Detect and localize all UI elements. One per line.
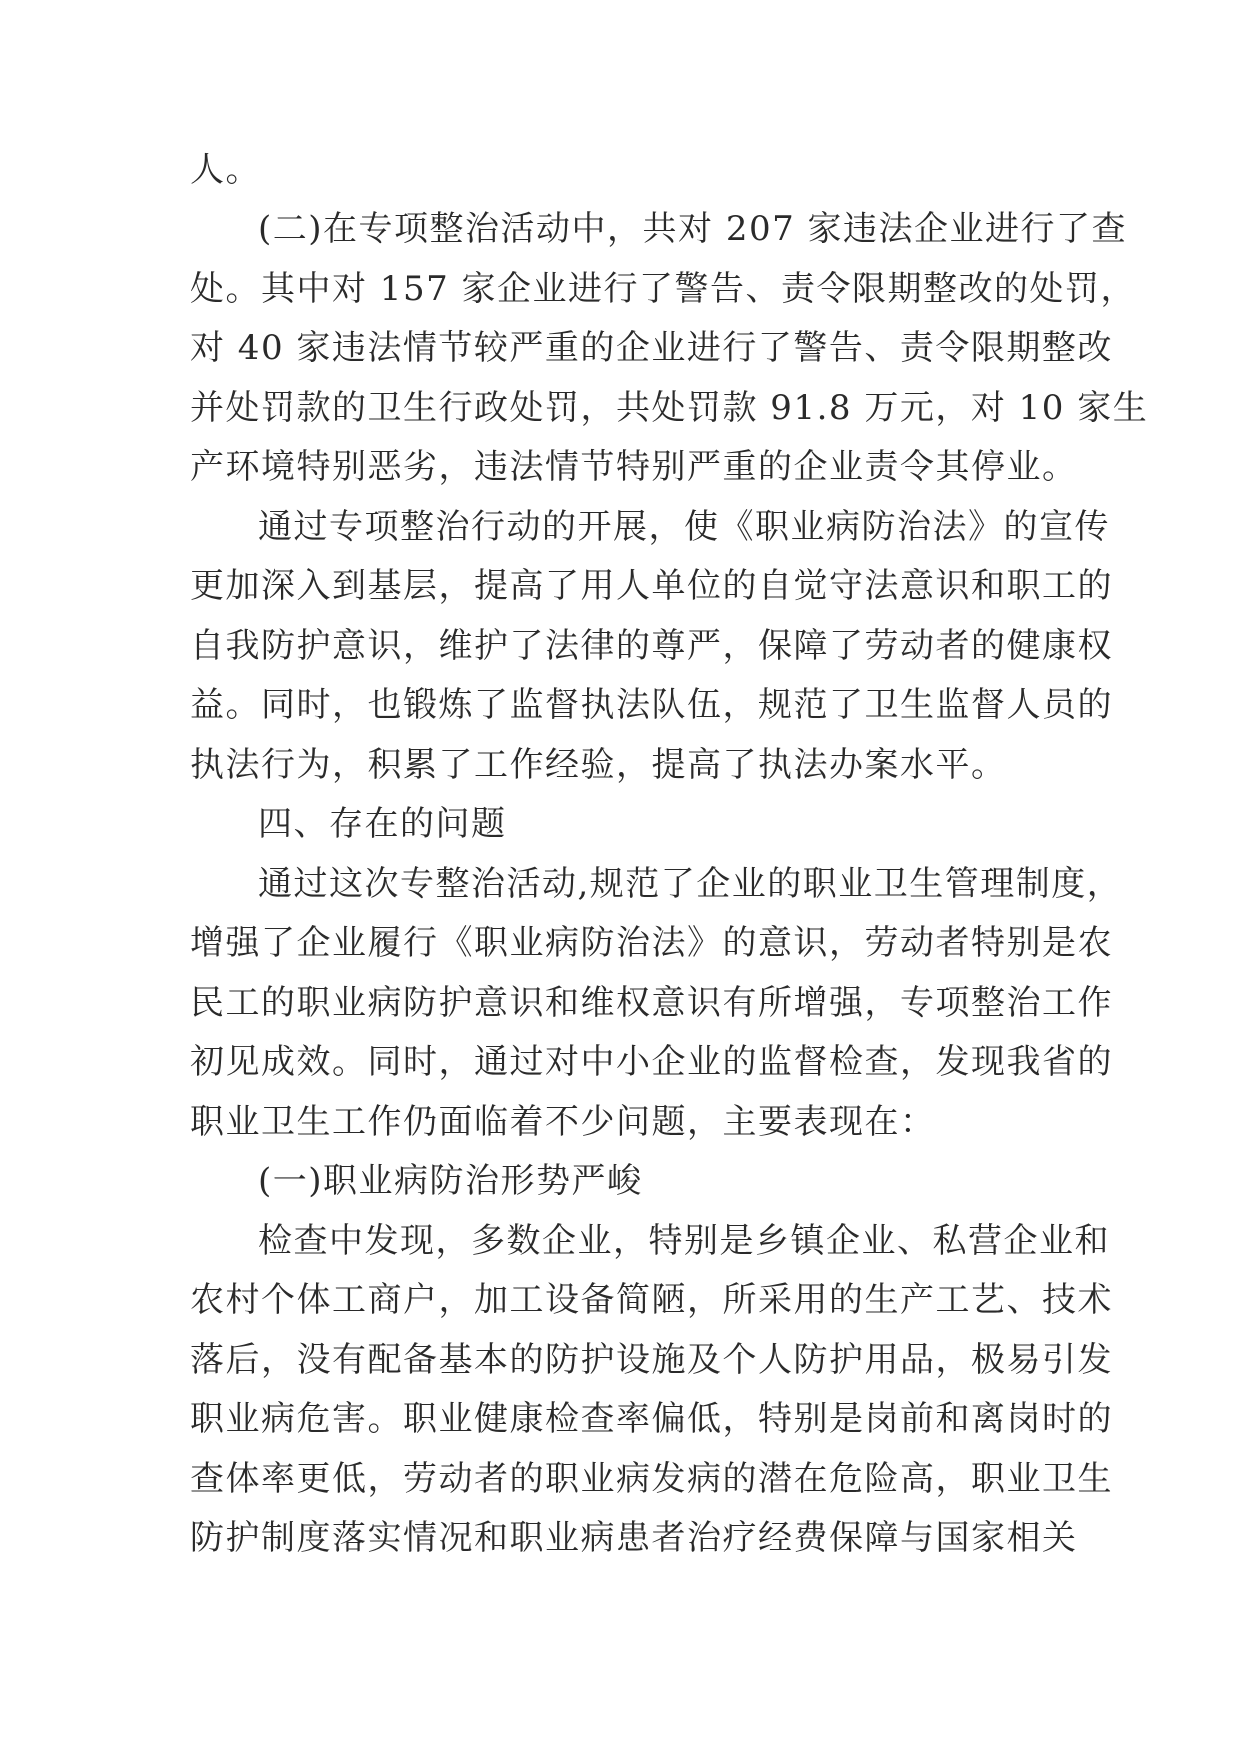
text-line: 并处罚款的卫生行政处罚，共处罚款 91.8 万元，对 10 家生 [190, 388, 1149, 428]
text-line: 农村个体工商户，加工设备简陋，所采用的生产工艺、技术 [190, 1280, 1113, 1320]
text-line: 更加深入到基层，提高了用人单位的自觉守法意识和职工的 [190, 566, 1113, 606]
text-line: 检查中发现，多数企业，特别是乡镇企业、私营企业和 [258, 1221, 1110, 1261]
subsection-heading: (一)职业病防治形势严峻 [258, 1161, 643, 1201]
text-line: 职业病危害。职业健康检查率偏低，特别是岗前和离岗时的 [190, 1399, 1113, 1439]
text-line: 处。其中对 157 家企业进行了警告、责令限期整改的处罚， [190, 269, 1137, 309]
text-line: 落后，没有配备基本的防护设施及个人防护用品，极易引发 [190, 1340, 1113, 1380]
text-line: 对 40 家违法情节较严重的企业进行了警告、责令限期整改 [190, 328, 1113, 368]
text-line: (二)在专项整治活动中，共对 207 家违法企业进行了查 [258, 209, 1128, 249]
text-line: 查体率更低，劳动者的职业病发病的潜在危险高，职业卫生 [190, 1459, 1113, 1499]
text-line: 益。同时，也锻炼了监督执法队伍，规范了卫生监督人员的 [190, 685, 1113, 725]
text-line: 职业卫生工作仍面临着不少问题，主要表现在： [190, 1102, 936, 1142]
section-heading: 四、存在的问题 [258, 804, 507, 844]
text-line: 人。 [190, 150, 261, 190]
text-line: 通过这次专整治活动,规范了企业的职业卫生管理制度， [258, 864, 1123, 904]
text-line: 自我防护意识，维护了法律的尊严，保障了劳动者的健康权 [190, 626, 1113, 666]
text-line: 通过专项整治行动的开展，使《职业病防治法》的宣传 [258, 507, 1110, 547]
text-line: 执法行为，积累了工作经验，提高了执法办案水平。 [190, 745, 1007, 785]
text-line: 民工的职业病防护意识和维权意识有所增强，专项整治工作 [190, 983, 1113, 1023]
text-line: 初见成效。同时，通过对中小企业的监督检查，发现我省的 [190, 1042, 1113, 1082]
text-line: 防护制度落实情况和职业病患者治疗经费保障与国家相关 [190, 1518, 1078, 1558]
text-line: 增强了企业履行《职业病防治法》的意识，劳动者特别是农 [190, 923, 1113, 963]
text-line: 产环境特别恶劣，违法情节特别严重的企业责令其停业。 [190, 447, 1078, 487]
